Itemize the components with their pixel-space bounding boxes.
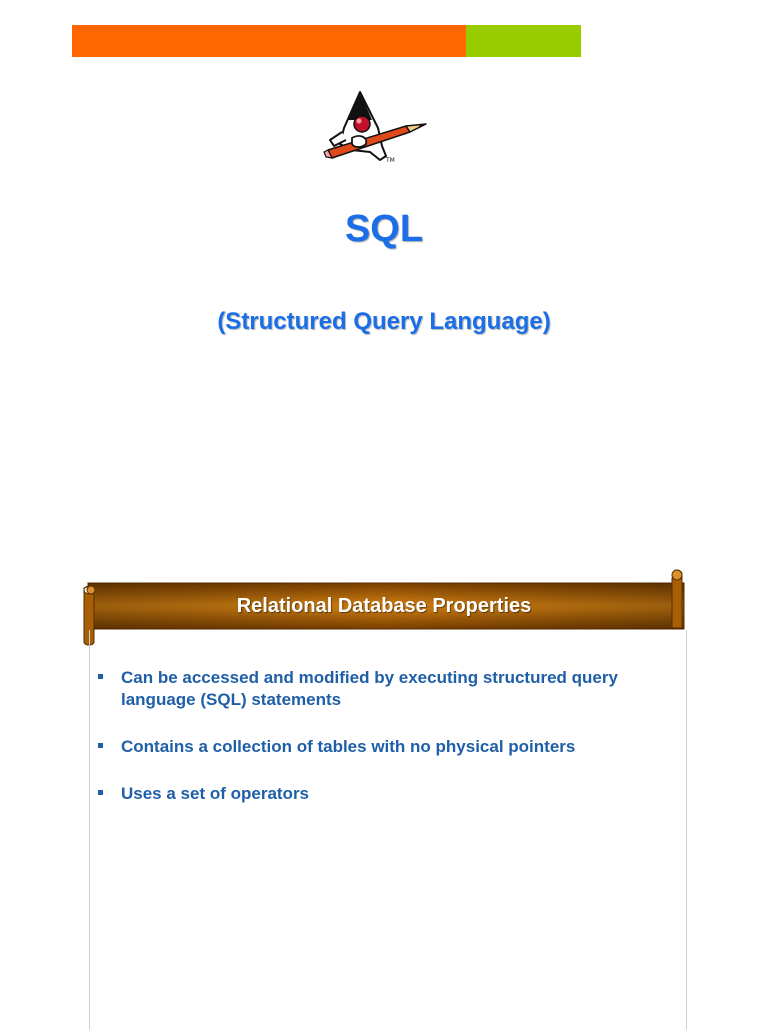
bullet-list: [100, 667, 670, 830]
header-accent-orange: [72, 25, 466, 57]
list-item: [100, 783, 670, 805]
list-item-text: Uses a set of operators: [121, 784, 310, 803]
square-bullet-icon: [98, 743, 103, 748]
list-item-text: Can be accessed and modified by executing structured query language (SQL) statements: [121, 668, 618, 709]
square-bullet-icon: [98, 790, 103, 795]
page-title: SQL: [344, 208, 424, 250]
list-item: [100, 667, 670, 711]
section-title: Relational Database Properties: [236, 595, 532, 617]
square-bullet-icon: [98, 674, 103, 679]
header-accent-bar: [72, 25, 581, 57]
duke-mascot-pencil-icon: [322, 86, 432, 168]
list-item: [100, 736, 670, 758]
list-item-text: Contains a collection of tables with no physical pointers: [121, 737, 576, 756]
page-subtitle: (Structured Query Language): [217, 308, 551, 335]
svg-text:TM: TM: [386, 157, 395, 164]
header-accent-green: [466, 25, 581, 57]
